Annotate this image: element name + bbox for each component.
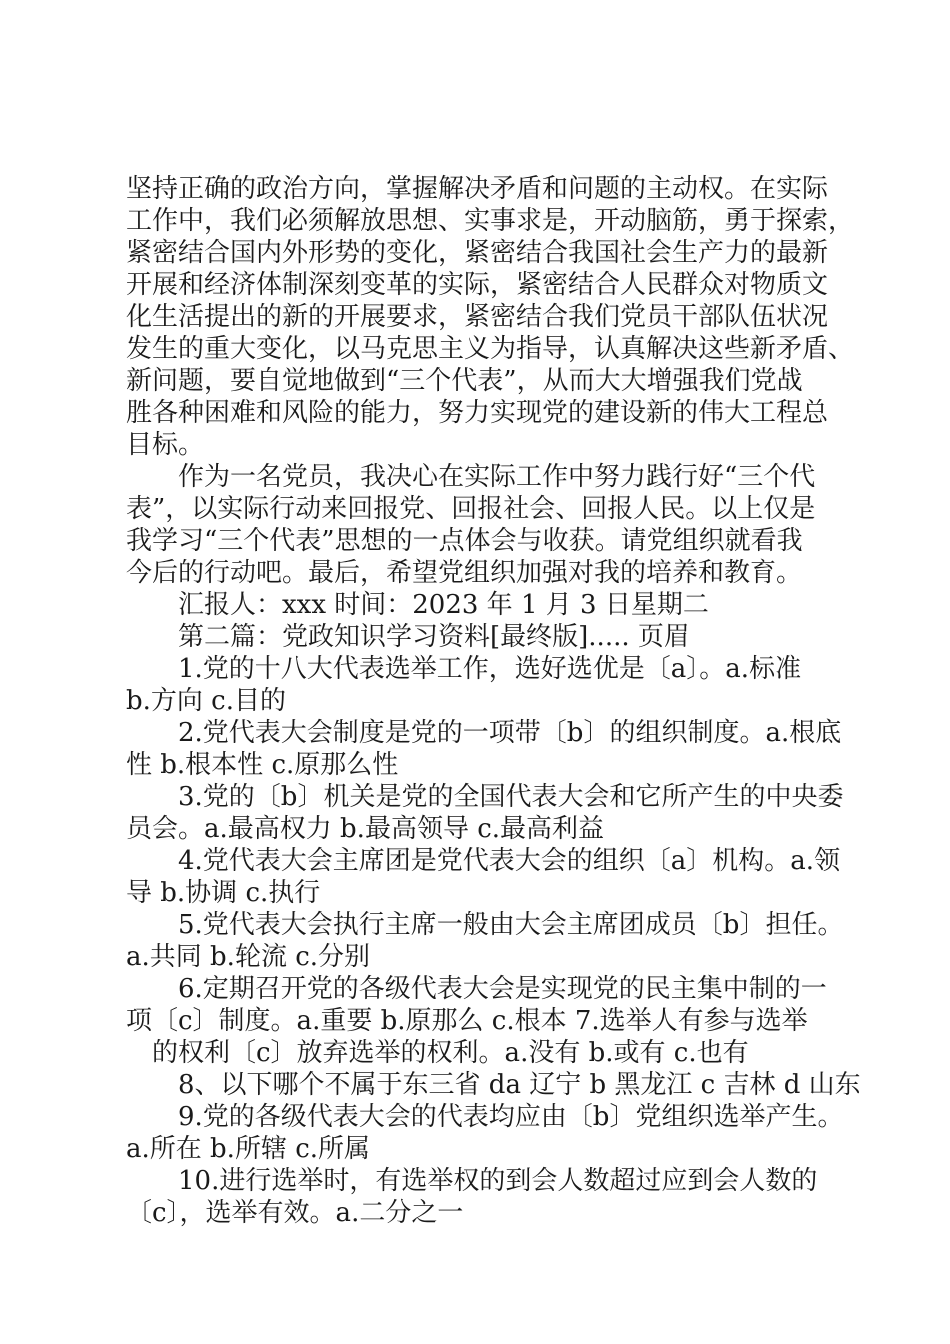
question-line: 10.进行选举时，有选举权的到会人数超过应到会人数的 bbox=[178, 1166, 818, 1196]
question-line: 9.党的各级代表大会的代表均应由〔b〕党组织选举产生。 bbox=[178, 1102, 844, 1132]
paragraph-line: 化生活提出的新的开展要求，紧密结合我们党员干部队伍状况 bbox=[126, 302, 829, 332]
paragraph-line: 我学习“三个代表”思想的一点体会与收获。请党组织就看我 bbox=[126, 526, 803, 556]
paragraph-line: 目标。 bbox=[126, 430, 205, 460]
paragraph-line: 作为一名党员，我决心在实际工作中努力践行好“三个代 bbox=[178, 462, 816, 492]
paragraph-line: 今后的行动吧。最后，希望党组织加强对我的培养和教育。 bbox=[126, 558, 803, 588]
paragraph-line: 开展和经济体制深刻变革的实际，紧密结合人民群众对物质文 bbox=[126, 270, 829, 300]
paragraph-line: 发生的重大变化，以马克思主义为指导，认真解决这些新矛盾、 bbox=[126, 334, 855, 364]
question-line: 〔c〕，选举有效。a.二分之一 bbox=[126, 1198, 464, 1228]
reporter-signature-line: 汇报人：xxx 时间：2023 年 1 月 3 日星期二 bbox=[178, 590, 709, 620]
question-line: 3.党的〔b〕机关是党的全国代表大会和它所产生的中央委 bbox=[178, 782, 844, 812]
question-line: 1.党的十八大代表选举工作，选好选优是〔a〕。a.标准 bbox=[178, 654, 802, 684]
paragraph-line: 工作中，我们必须解放思想、实事求是，开动脑筋，勇于探索， bbox=[126, 206, 855, 236]
paragraph-line: 新问题，要自觉地做到“三个代表”，从而大大增强我们党战 bbox=[126, 366, 803, 396]
paragraph-line: 胜各种困难和风险的能力，努力实现党的建设新的伟大工程总 bbox=[126, 398, 829, 428]
question-line: 8、以下哪个不属于东三省 da 辽宁 b 黑龙江 c 吉林 d 山东 bbox=[178, 1070, 861, 1100]
section-heading: 第二篇：党政知识学习资料[最终版]..... 页眉 bbox=[178, 622, 690, 652]
paragraph-line: 紧密结合国内外形势的变化，紧密结合我国社会生产力的最新 bbox=[126, 238, 829, 268]
question-line: 性 b.根本性 c.原那么性 bbox=[126, 750, 399, 780]
question-line: 的权利〔c〕放弃选举的权利。a.没有 b.或有 c.也有 bbox=[152, 1038, 749, 1068]
question-line: a.所在 b.所辖 c.所属 bbox=[126, 1134, 371, 1164]
question-line: 6.定期召开党的各级代表大会是实现党的民主集中制的一 bbox=[178, 974, 827, 1004]
question-line: 4.党代表大会主席团是党代表大会的组织〔a〕机构。a.领 bbox=[178, 846, 841, 876]
question-line: 项〔c〕制度。a.重要 b.原那么 c.根本 7.选举人有参与选举 bbox=[126, 1006, 808, 1036]
question-line: 5.党代表大会执行主席一般由大会主席团成员〔b〕担任。 bbox=[178, 910, 844, 940]
question-line: a.共同 b.轮流 c.分别 bbox=[126, 942, 371, 972]
question-line: 员会。a.最高权力 b.最高领导 c.最高利益 bbox=[126, 814, 605, 844]
paragraph-line: 表”，以实际行动来回报党、回报社会、回报人民。以上仅是 bbox=[126, 494, 816, 524]
question-line: 导 b.协调 c.执行 bbox=[126, 878, 321, 908]
paragraph-line: 坚持正确的政治方向，掌握解决矛盾和问题的主动权。在实际 bbox=[126, 174, 829, 204]
question-line: b.方向 c.目的 bbox=[126, 686, 286, 716]
question-line: 2.党代表大会制度是党的一项带〔b〕的组织制度。a.根底 bbox=[178, 718, 842, 748]
